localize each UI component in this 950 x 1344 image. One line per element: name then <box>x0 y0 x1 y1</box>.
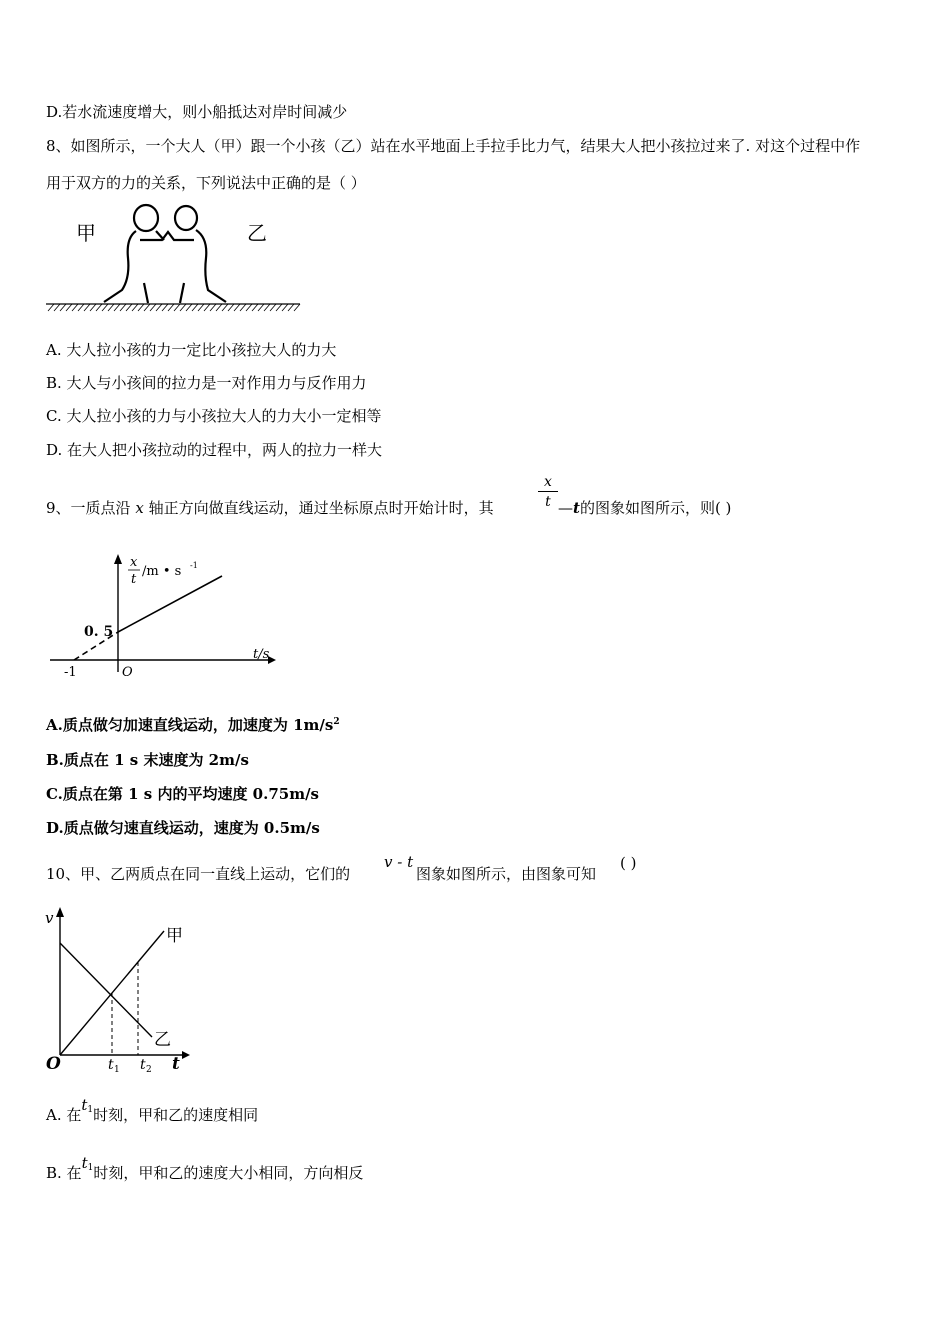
q10-option-b <box>46 1154 364 1186</box>
q9-y-intercept-label: 0. 5 <box>84 624 114 640</box>
q8-tug-figure <box>44 198 304 313</box>
q10-graph <box>40 905 200 1075</box>
q10-option-b-sub: 1 <box>87 1163 94 1173</box>
q9-y-arrow <box>114 554 122 564</box>
q9-stem-part3: 的图象如图所示，则( ) <box>579 499 732 517</box>
q8-label-yi: 乙 <box>247 221 267 245</box>
q10-t2-sub: 2 <box>146 1065 152 1075</box>
q10-option-a-var: t <box>81 1096 88 1114</box>
q9-option-b: B.质点在 1 s 末速度为 2m/s <box>46 751 249 769</box>
q10-origin-label: O <box>46 1054 61 1074</box>
q9-graph <box>44 550 284 682</box>
q9-ylabel-den: t <box>131 572 137 587</box>
q10-stem-part2: 图象如图所示，由图象可知 <box>416 865 597 883</box>
q10-stem-paren: ( ) <box>620 854 637 872</box>
q8-option-a: A. 大人拉小孩的力一定比小孩拉大人的力大 <box>46 341 337 359</box>
q9-frac-num: x <box>544 474 552 490</box>
q9-option-a-sup: 2 <box>333 717 340 727</box>
q10-line-yi-label: 乙 <box>154 1030 171 1050</box>
q9-stem-var-t: t <box>573 499 580 517</box>
q10-stem-vt: v - t <box>384 853 414 871</box>
q9-option-d: D.质点做匀速直线运动，速度为 0.5m/s <box>46 819 320 837</box>
q8-stem-line2: 用于双方的力的关系，下列说法中正确的是（ ） <box>46 174 366 192</box>
q8-ground-hatch <box>48 304 300 311</box>
q9-option-a <box>46 715 340 735</box>
q10-t2-label: t <box>140 1057 146 1073</box>
q10-option-b-var: t <box>81 1154 88 1172</box>
q10-option-a <box>46 1096 259 1128</box>
q9-frac-den: t <box>538 491 558 512</box>
q10-option-b-pre: B. 在 <box>46 1164 82 1182</box>
q10-option-a-sub: 1 <box>87 1105 94 1115</box>
q10-line-jia-label: 甲 <box>166 926 183 946</box>
q9-stem-part1: 9、一质点沿 <box>46 499 131 517</box>
q9-stem-fraction <box>538 474 558 512</box>
q9-ylabel-num: x <box>130 555 138 570</box>
q9-xlabel: t/s <box>253 647 270 662</box>
q7-option-d: D.若水流速度增大，则小船抵达对岸时间减少 <box>46 103 348 121</box>
q10-stem-part1: 10、甲、乙两质点在同一直线上运动，它们的 <box>46 865 351 883</box>
q9-stem-part2: 轴正方向做直线运动，通过坐标原点时开始计时，其 <box>148 499 494 517</box>
q10-v-label: v <box>45 909 54 927</box>
q10-v-arrow <box>56 907 64 917</box>
q8-option-d: D. 在大人把小孩拉动的过程中，两人的拉力一样大 <box>46 441 383 459</box>
q9-origin-label: O <box>122 665 133 680</box>
q8-option-b: B. 大人与小孩间的拉力是一对作用力与反作用力 <box>46 374 367 392</box>
q10-option-b-post: 时刻，甲和乙的速度大小相同，方向相反 <box>93 1164 364 1182</box>
q8-stem-line1: 8、如图所示，一个大人（甲）跟一个小孩（乙）站在水平地面上手拉手比力气，结果大人把小孩拉过来了. 对这个过程中作 <box>46 137 861 155</box>
q8-people-drawing <box>104 205 226 303</box>
q10-t1-label: t <box>108 1057 114 1073</box>
q9-stem <box>46 498 494 518</box>
q10-t1-sub: 1 <box>114 1065 120 1075</box>
q10-t-label: t <box>172 1054 180 1074</box>
q9-ylabel-unit: /m • s <box>142 564 182 579</box>
q8-label-jia: 甲 <box>76 221 96 245</box>
q10-option-a-pre: A. 在 <box>46 1106 82 1124</box>
q10-t-arrow <box>182 1051 190 1059</box>
q10-option-a-post: 时刻，甲和乙的速度相同 <box>93 1106 259 1124</box>
q9-option-c: C.质点在第 1 s 内的平均速度 0.75m/s <box>46 785 319 803</box>
q9-stem-dash: — <box>558 499 573 517</box>
q9-ylabel-unit-exp: -1 <box>190 561 198 570</box>
q9-stem-tail <box>558 498 731 518</box>
q9-stem-var-x: x <box>135 499 144 517</box>
q9-x-intercept-label: -1 <box>64 665 77 680</box>
q9-option-a-text: A.质点做匀加速直线运动，加速度为 1m/s <box>46 716 334 734</box>
q8-option-c: C. 大人拉小孩的力与小孩拉大人的力大小一定相等 <box>46 407 382 425</box>
